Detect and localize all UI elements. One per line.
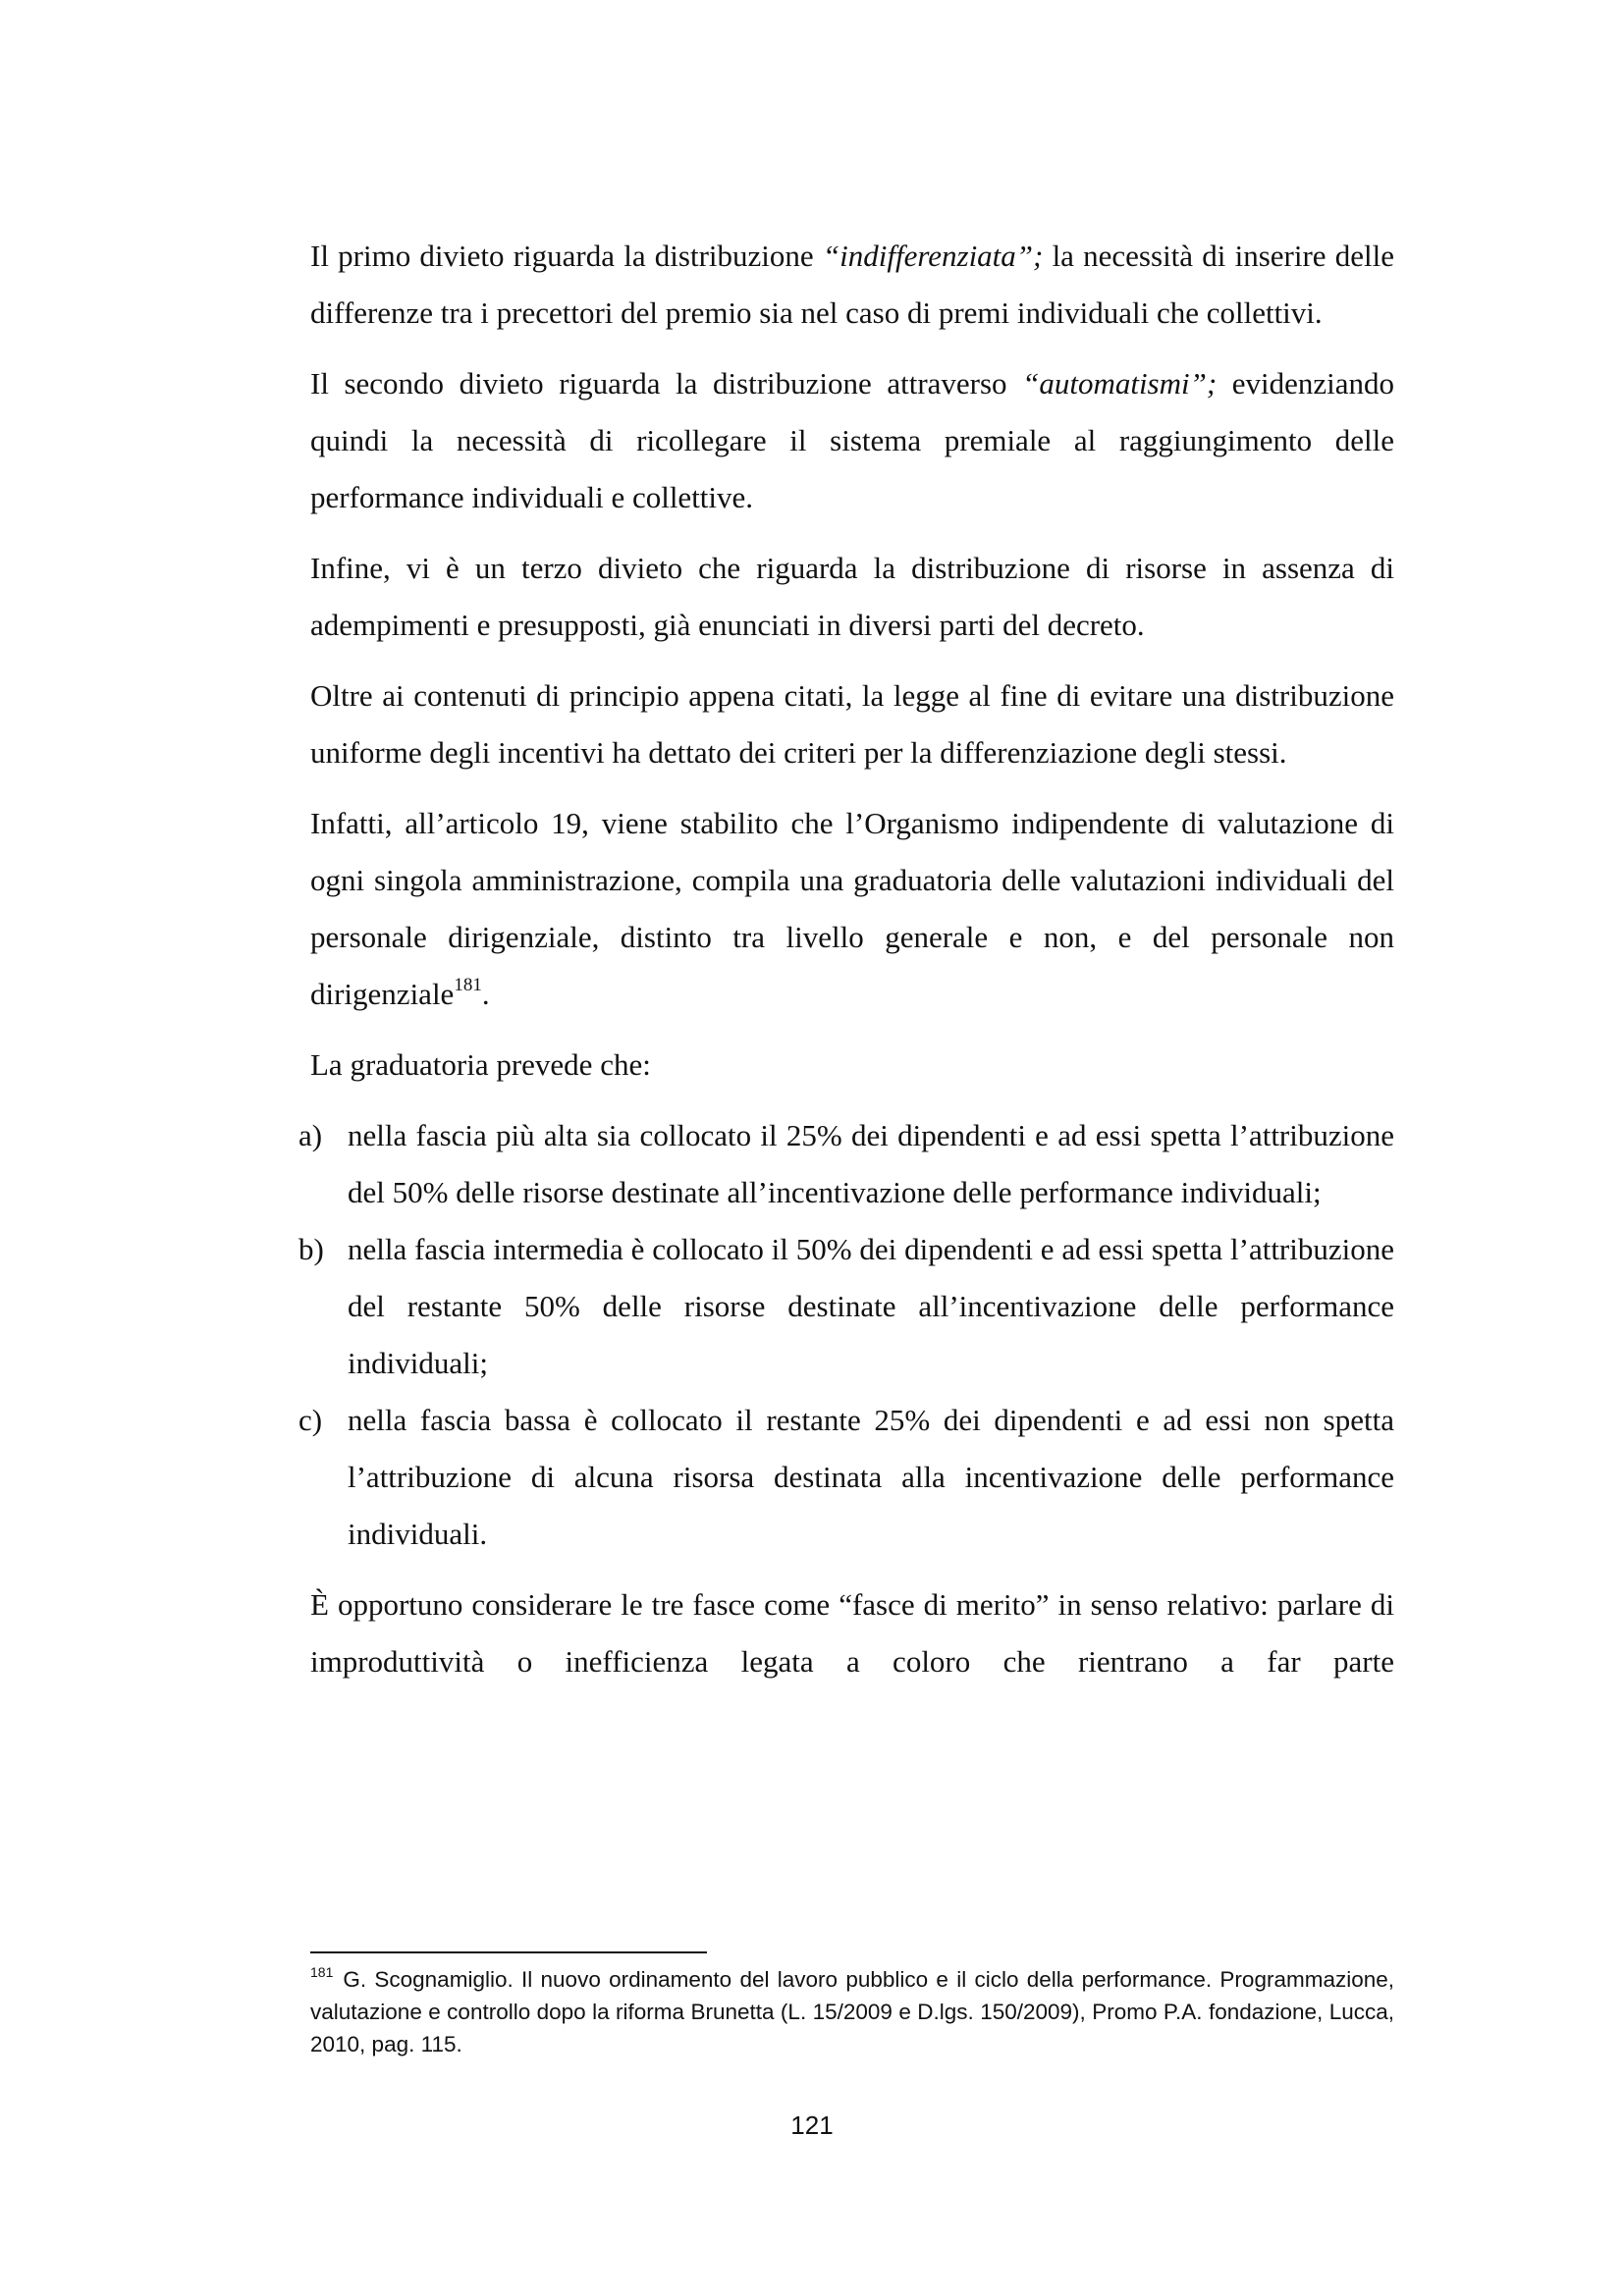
paragraph-article-19 (310, 795, 1394, 1023)
italic-term: “automatismi”; (1022, 366, 1218, 400)
footnote-number: 181 (310, 1964, 334, 1980)
list-item (298, 1392, 1394, 1563)
list-item-text: nella fascia bassa è collocato il restante 25% dei dipendenti e ad essi non spetta l’attribuzione di alcuna risorsa destinata alla incentivazione delle performance individuali. (348, 1403, 1394, 1551)
paragraph-ranking-intro: La graduatoria prevede che: (310, 1047, 651, 1082)
list-item (298, 1221, 1394, 1392)
paragraph-first-prohibition (310, 228, 1394, 342)
list-item (298, 1107, 1394, 1221)
paragraph-text: evidenziando quindi la necessità di ricollegare il sistema premiale al raggiungimento delle performance individuali e collettive. (310, 366, 1395, 514)
paragraph-criteria: Oltre ai contenuti di principio appena citati, la legge al fine di evitare una distribuzione uniforme degli incentivi ha dettato dei criteri per la differenziazione degli stessi. (310, 678, 1394, 770)
list-marker: b) (298, 1232, 324, 1266)
paragraph-text: Infatti, all’articolo 19, viene stabilito che l’Organismo indipendente di valutazione di ogni singola amministrazione, compila una graduatoria delle valutazioni individuali del personale dirigenziale, distinto tra livello generale e non, e del personale non dirigenziale (310, 806, 1394, 1011)
footnote-divider (310, 1951, 707, 1953)
body-text (298, 228, 1395, 1690)
paragraph-second-prohibition (310, 355, 1394, 526)
list-marker: a) (298, 1118, 323, 1152)
page-number: 121 (790, 2110, 834, 2140)
ranking-bands-list (298, 1107, 1394, 1563)
footnote-reference[interactable]: 181 (454, 975, 482, 995)
paragraph-text: Il primo divieto riguarda la distribuzione (310, 239, 823, 273)
italic-term: “indifferenziata”; (822, 239, 1044, 273)
footnote-text: G. Scognamiglio. Il nuovo ordinamento del lavoro pubblico e il ciclo della performance. Programmazione, valutazione e controllo dopo la riforma Brunetta (L. 15/2009 e D.lgs. 150/2009), Promo P.A. fondazione, Lucca, 2010, pag. 115. (310, 1967, 1394, 2056)
paragraph-merit-bands: È opportuno considerare le tre fasce come “fasce di merito” in senso relativo: parlare di improduttività o inefficienza legata a coloro che rientrano a far parte (310, 1587, 1394, 1679)
paragraph-third-prohibition: Infine, vi è un terzo divieto che riguarda la distribuzione di risorse in assenza di adempimenti e presupposti, già enunciati in diversi parti del decreto. (310, 551, 1394, 642)
paragraph-text: . (481, 977, 490, 1011)
list-marker: c) (298, 1403, 323, 1437)
paragraph-text: la necessità di inserire delle differenze tra i precettori del premio sia nel caso di premi individuali che collettivi. (310, 239, 1394, 330)
footnote (310, 1963, 1394, 2060)
list-item-text: nella fascia più alta sia collocato il 25% dei dipendenti e ad essi spetta l’attribuzione del 50% delle risorse destinate all’incentivazione delle performance individuali; (348, 1118, 1394, 1209)
list-item-text: nella fascia intermedia è collocato il 50% dei dipendenti e ad essi spetta l’attribuzione del restante 50% delle risorse destinate all’incentivazione delle performance individuali; (348, 1232, 1394, 1380)
paragraph-text: Il secondo divieto riguarda la distribuzione attraverso (310, 366, 1023, 400)
